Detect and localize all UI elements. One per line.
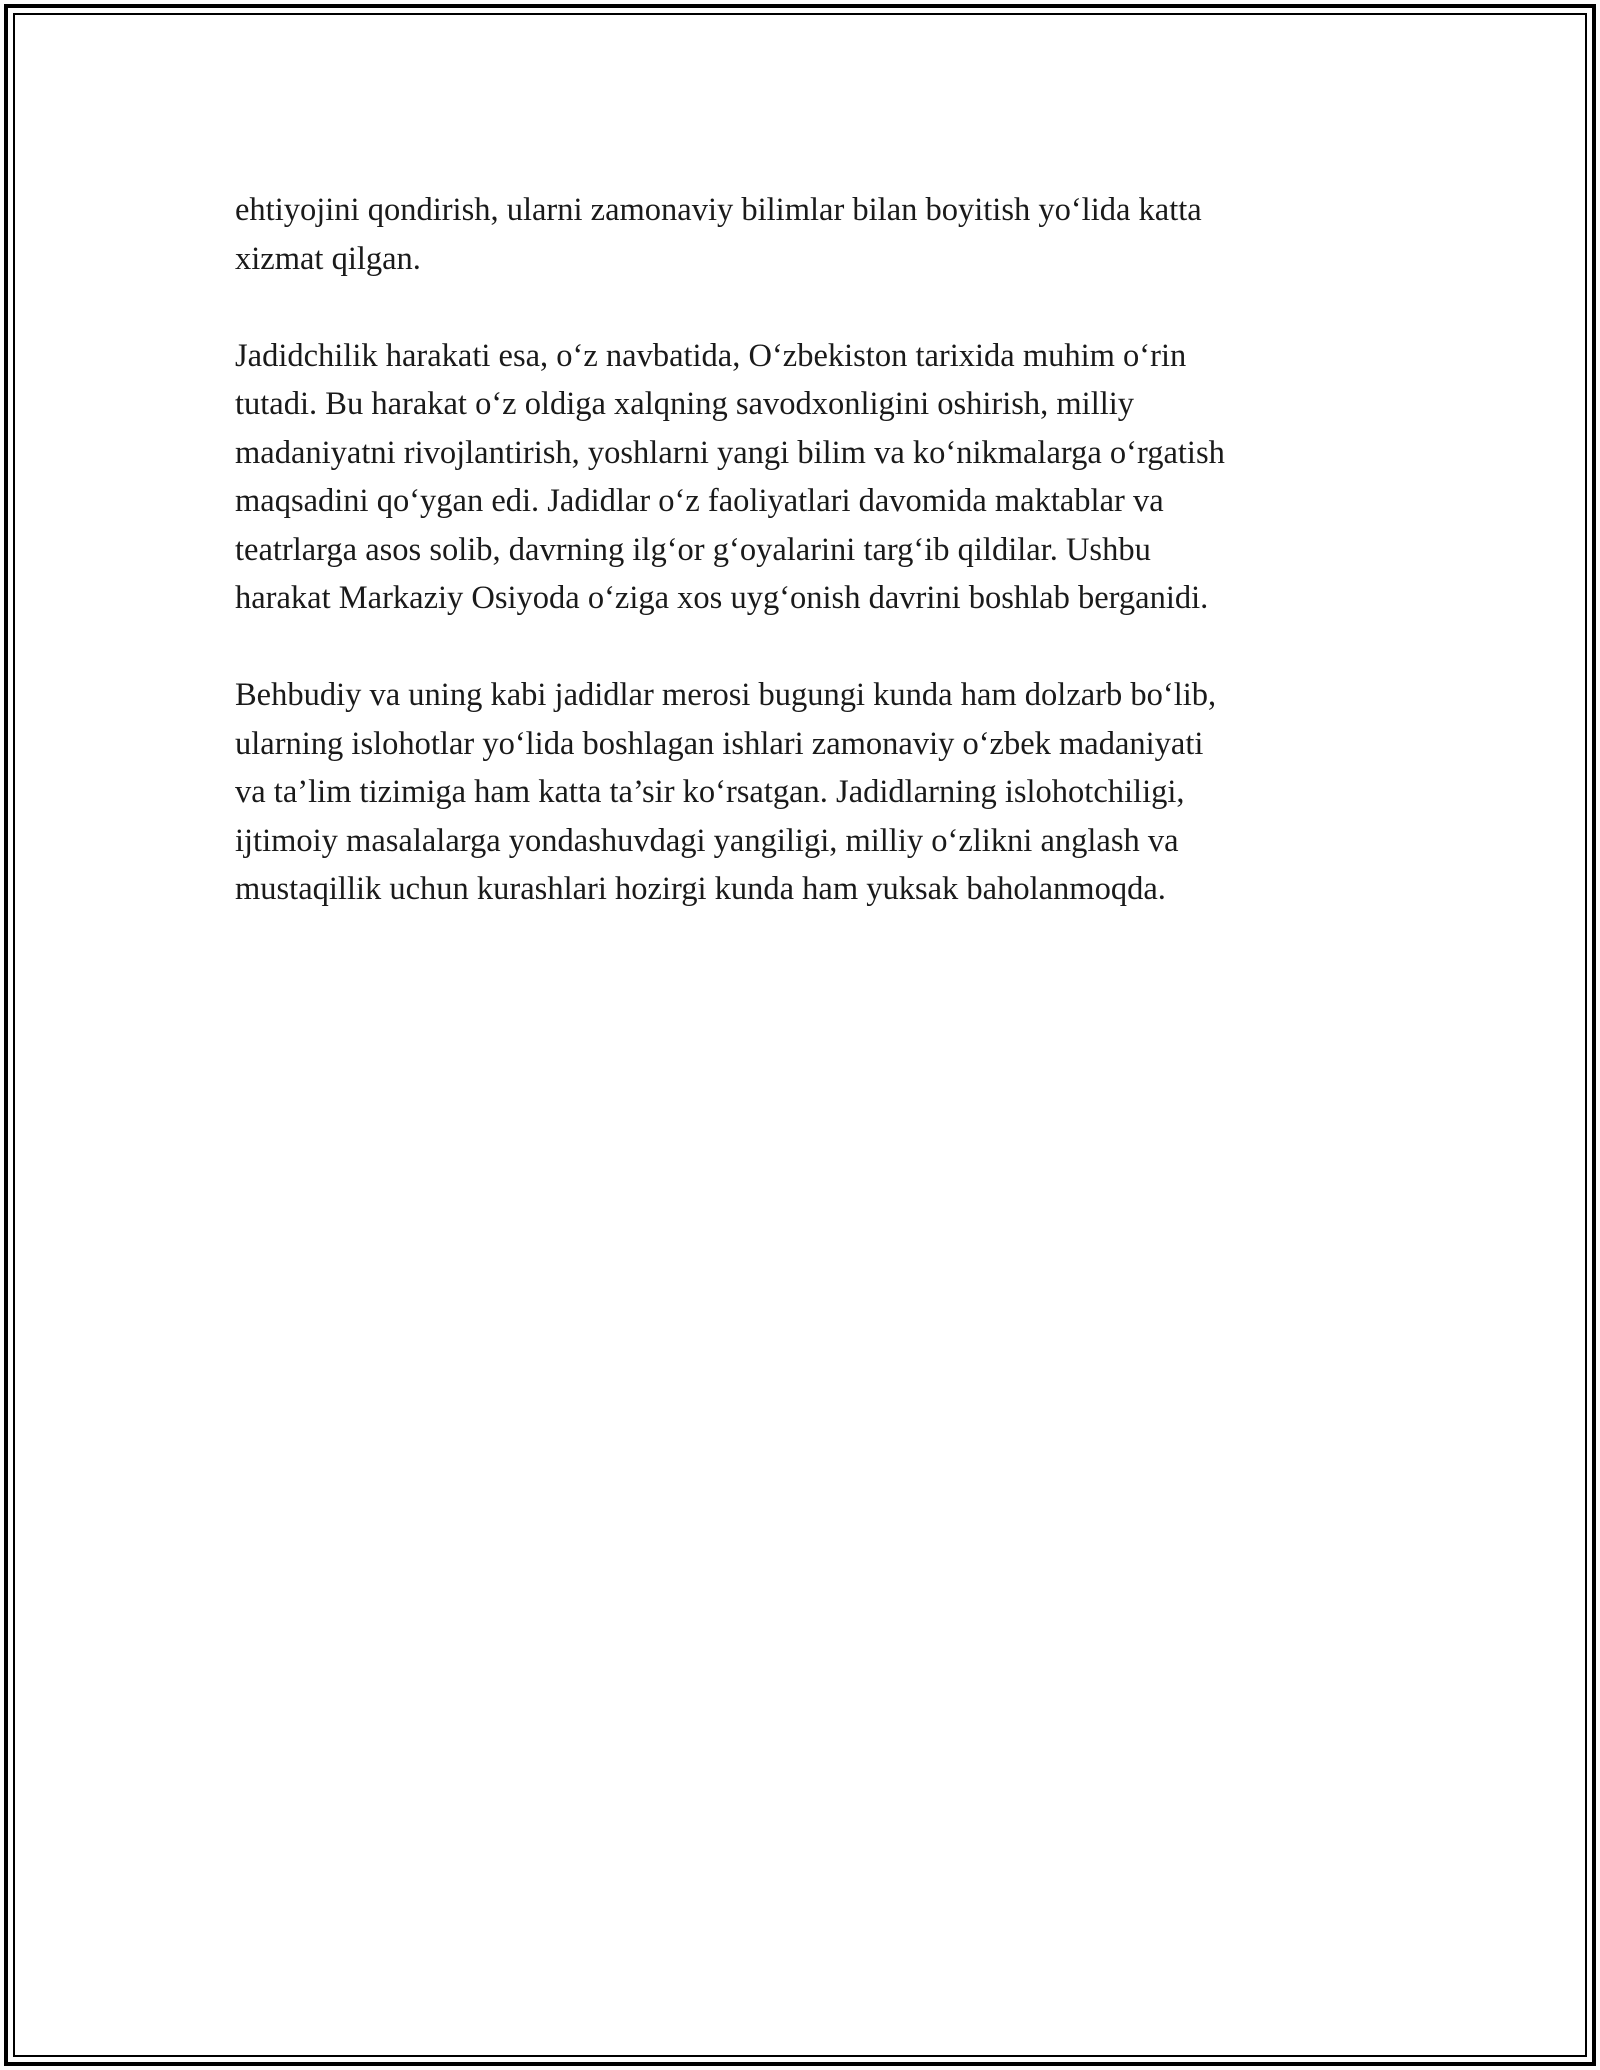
text-line: ijtimoiy masalalarga yondashuvdagi yangiligi, milliy o‘zlikni anglash va (235, 822, 1179, 859)
text-line: mustaqillik uchun kurashlari hozirgi kunda ham yuksak baholanmoqda. (235, 871, 1166, 907)
paragraph-2 (235, 332, 1365, 623)
text-line: teatrlarga asos solib, davrning ilg‘or g‘oyalarini targ‘ib qildilar. Ushbu (235, 531, 1151, 568)
text-line: madaniyatni rivojlantirish, yoshlarni yangi bilim va ko‘nikmalarga o‘rgatish (235, 434, 1225, 471)
text-line: ehtiyojini qondirish, ularni zamonaviy bilimlar bilan boyitish yo‘lida katta (235, 192, 1202, 228)
text-line: va ta’lim tizimiga ham katta ta’sir ko‘rsatgan. Jadidlarning islohotchiligi, (235, 774, 1185, 810)
text-line: Behbudiy va uning kabi jadidlar merosi bugungi kunda ham dolzarb bo‘lib, (235, 677, 1217, 713)
text-line: ularning islohotlar yo‘lida boshlagan ishlari zamonaviy o‘zbek madaniyati (235, 725, 1204, 762)
text-line: Jadidchilik harakati esa, o‘z navbatida, O‘zbekiston tarixida muhim o‘rin (235, 337, 1187, 374)
paragraph-1 (235, 186, 1365, 283)
paragraph-3 (235, 671, 1365, 914)
text-line: harakat Markaziy Osiyoda o‘ziga xos uyg‘onish davrini boshlab berganidi. (235, 580, 1209, 616)
text-line: xizmat qilgan. (235, 240, 421, 277)
document-body (235, 186, 1365, 962)
text-line: tutadi. Bu harakat o‘z oldiga xalqning savodxonligini oshirish, milliy (235, 386, 1135, 422)
text-line: maqsadini qo‘ygan edi. Jadidlar o‘z faoliyatlari davomida maktablar va (235, 483, 1164, 519)
